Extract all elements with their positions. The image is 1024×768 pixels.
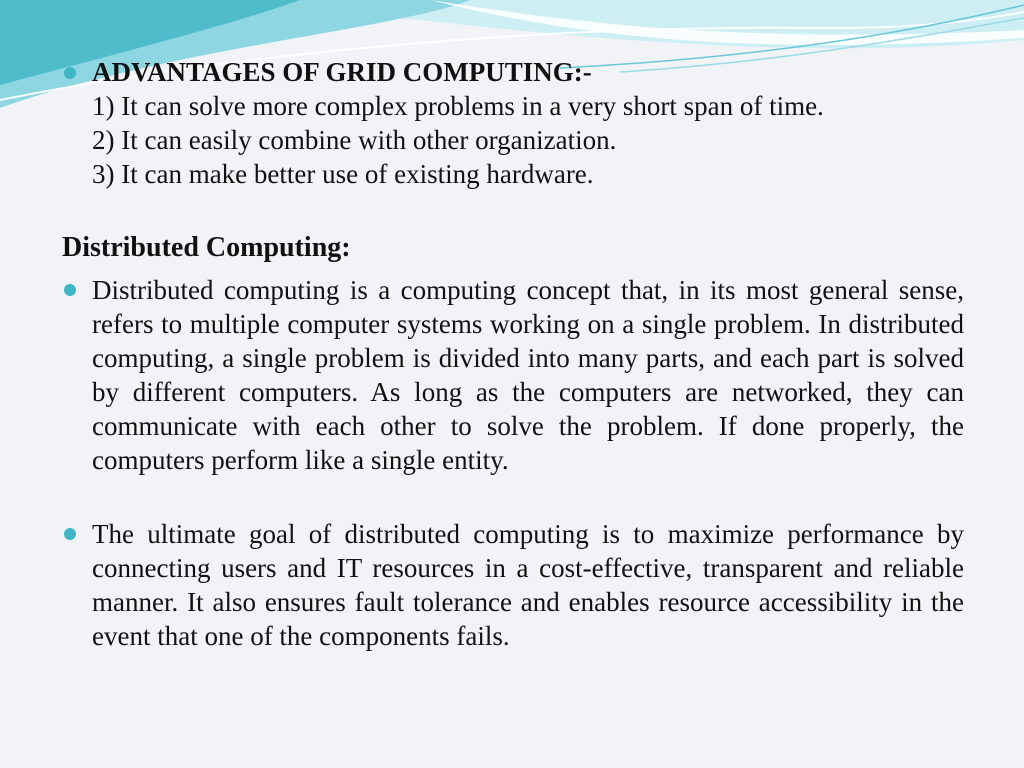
advantages-block <box>92 55 964 191</box>
advantage-item: 1) It can solve more complex problems in a very short span of time. <box>92 91 824 121</box>
section-heading: Distributed Computing: <box>62 232 351 263</box>
advantage-item: 3) It can make better use of existing hardware. <box>92 159 594 189</box>
bullet-dot-icon <box>64 284 76 296</box>
paragraph-distributed-definition: Distributed computing is a computing concept that, in its most general sense, refers to multiple computer systems working on a single problem. In distributed computing, a single problem is divided into many parts, and each part is solved by different computers. As long as the computers are networked, they can communicate with each other to solve the problem. If done properly, the computers perform like a single entity. <box>92 275 964 475</box>
paragraph-distributed-goal: The ultimate goal of distributed computing is to maximize performance by connecting users and IT resources in a cost-effective, transparent and reliable manner. It also ensures fault tolerance and enables resource accessibility in the event that one of the components fails. <box>92 519 964 651</box>
bullet-dot-icon <box>64 528 76 540</box>
bullet-dot-icon <box>64 67 76 79</box>
advantage-item: 2) It can easily combine with other organization. <box>92 125 617 155</box>
advantages-title: ADVANTAGES OF GRID COMPUTING:- <box>92 57 592 87</box>
